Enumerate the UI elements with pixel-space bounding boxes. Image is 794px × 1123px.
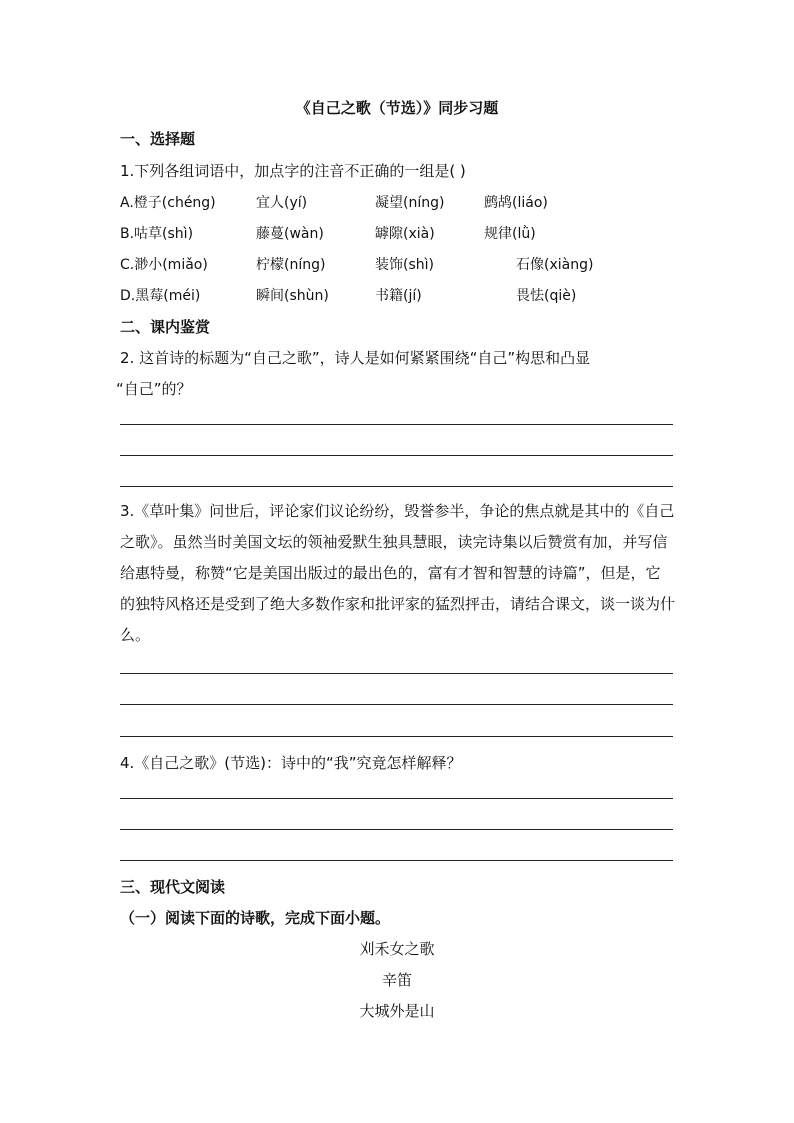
option-a-3: 凝望(níng): [375, 195, 445, 211]
option-a-1: A.橙子(chéng): [120, 195, 216, 211]
option-d-2: 瞬间(shùn): [256, 288, 329, 304]
section-heading-appreciation: 二、课内鉴赏: [120, 318, 211, 336]
option-c-1: C.渺小(miǎo): [120, 257, 208, 273]
answer-line[interactable]: [120, 736, 673, 737]
option-c-3: 装饰(shì): [375, 257, 434, 273]
question-3: 3.《草叶集》问世后，评论家们议论纷纷，毁誉参半，争论的焦点就是其中的《自己之歌》。虽然当时美国文坛的领袖爱默生独具慧眼，读完诗集以后赞赏有加，并写信给惠特曼，称赞“它是美国出版过的最出色的，富有才智和智慧的诗篇”，但是，它的独特风格还是受到了绝大多数作家和批评家的猛烈抨击，请结合课文，谈一谈为什么。: [120, 502, 676, 644]
option-a-4: 鹧鸪(liáo): [484, 195, 548, 211]
question-2-line-2: “自己”的？: [116, 380, 192, 398]
option-c-4: 石像(xiàng): [516, 257, 594, 273]
answer-line[interactable]: [120, 455, 673, 456]
page-title: 《自己之歌（节选）》同步习题: [295, 99, 499, 117]
reading-instruction: （一）阅读下面的诗歌，完成下面小题。: [120, 909, 391, 927]
option-b-1: B.咕草(shì): [120, 226, 194, 242]
question-1: 1.下列各组词语中，加点字的注音不正确的一组是( ): [120, 162, 466, 180]
answer-line[interactable]: [120, 486, 673, 487]
option-b-3: 罅隙(xià): [375, 226, 435, 242]
answer-line[interactable]: [120, 860, 673, 861]
option-d-1: D.黑莓(méi): [120, 288, 201, 304]
option-b-2: 藤蔓(wàn): [256, 226, 324, 242]
answer-line[interactable]: [120, 424, 673, 425]
option-d-4: 畏怯(qiè): [516, 288, 577, 304]
section-heading-choice: 一、选择题: [120, 130, 196, 148]
question-4: 4.《自己之歌》(节选)：诗中的“我”究竟怎样解释？: [120, 754, 462, 772]
option-c-2: 柠檬(níng): [256, 257, 326, 273]
poem-line: 大城外是山: [359, 1002, 435, 1020]
answer-line[interactable]: [120, 798, 673, 799]
answer-line[interactable]: [120, 673, 673, 674]
option-b-4: 规律(lǜ): [484, 226, 536, 242]
section-heading-reading: 三、现代文阅读: [120, 878, 226, 896]
option-d-3: 书籍(jí): [375, 288, 422, 304]
answer-line[interactable]: [120, 829, 673, 830]
poem-title: 刈禾女之歌: [359, 940, 435, 958]
option-a-2: 宜人(yí): [256, 195, 308, 211]
question-2-line-1: 2. 这首诗的标题为“自己之歌”，诗人是如何紧紧围绕“自己”构思和凸显: [120, 349, 591, 367]
answer-line[interactable]: [120, 704, 673, 705]
poem-author: 辛笛: [381, 971, 412, 989]
